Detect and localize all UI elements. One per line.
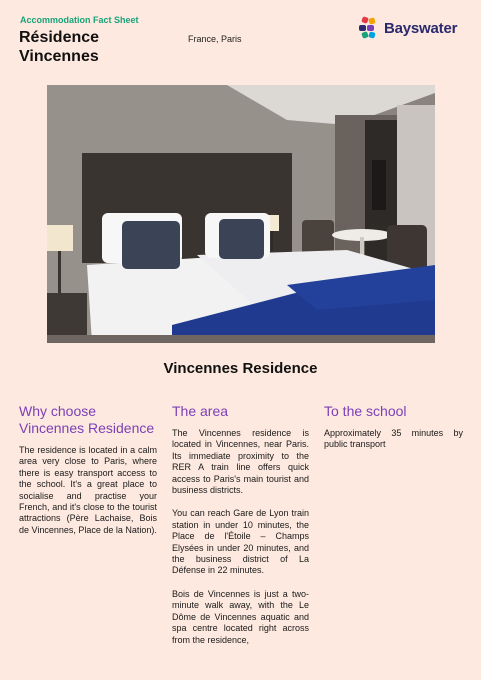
section-title: Vincennes Residence: [163, 360, 318, 377]
page-title: Résidence Vincennes: [19, 29, 100, 65]
column-the-area: [172, 403, 309, 658]
document-eyebrow: Accommodation Fact Sheet: [20, 15, 139, 25]
column-heading: To the school: [324, 403, 407, 419]
column-to-the-school: [324, 403, 463, 463]
bayswater-logo-icon: [357, 16, 381, 40]
column-paragraph: Approximately 35 minutes by public transport: [324, 428, 463, 450]
column-paragraph: The residence is located in a calm area very close to Paris, where there is easy transport access to the school. It's a great place to socialise and practise your French, and it's close to the tourist attractions (Père Lachaise, Bois de Vincennes, Place de la Nation).: [19, 445, 157, 535]
hotel-room-photo: [47, 85, 435, 343]
column-paragraph: Bois de Vincennes is just a two-minute walk away, with the Le Dôme de Vincennes aquatic and spa centre located right across from the residence,: [172, 588, 309, 645]
location-label: France, Paris: [188, 34, 242, 44]
column-heading: Why choose Vincennes Residence: [19, 403, 155, 436]
column-paragraph: You can reach Gare de Lyon train station in under 10 minutes, the Place de l'Étoile – Champs Elysées in under 20 minutes, and the business district of La Défense in 22 minutes.: [172, 508, 309, 576]
brand-logo[interactable]: [357, 16, 457, 40]
logo-text: Bayswater: [384, 19, 458, 37]
column-why-choose: [19, 403, 157, 548]
column-paragraph: The Vincennes residence is located in Vincennes, near Paris. Its immediate proximity to the RER A train line offers quick access to Paris's main tourist and business districts.: [172, 428, 309, 496]
column-heading: The area: [172, 403, 229, 419]
